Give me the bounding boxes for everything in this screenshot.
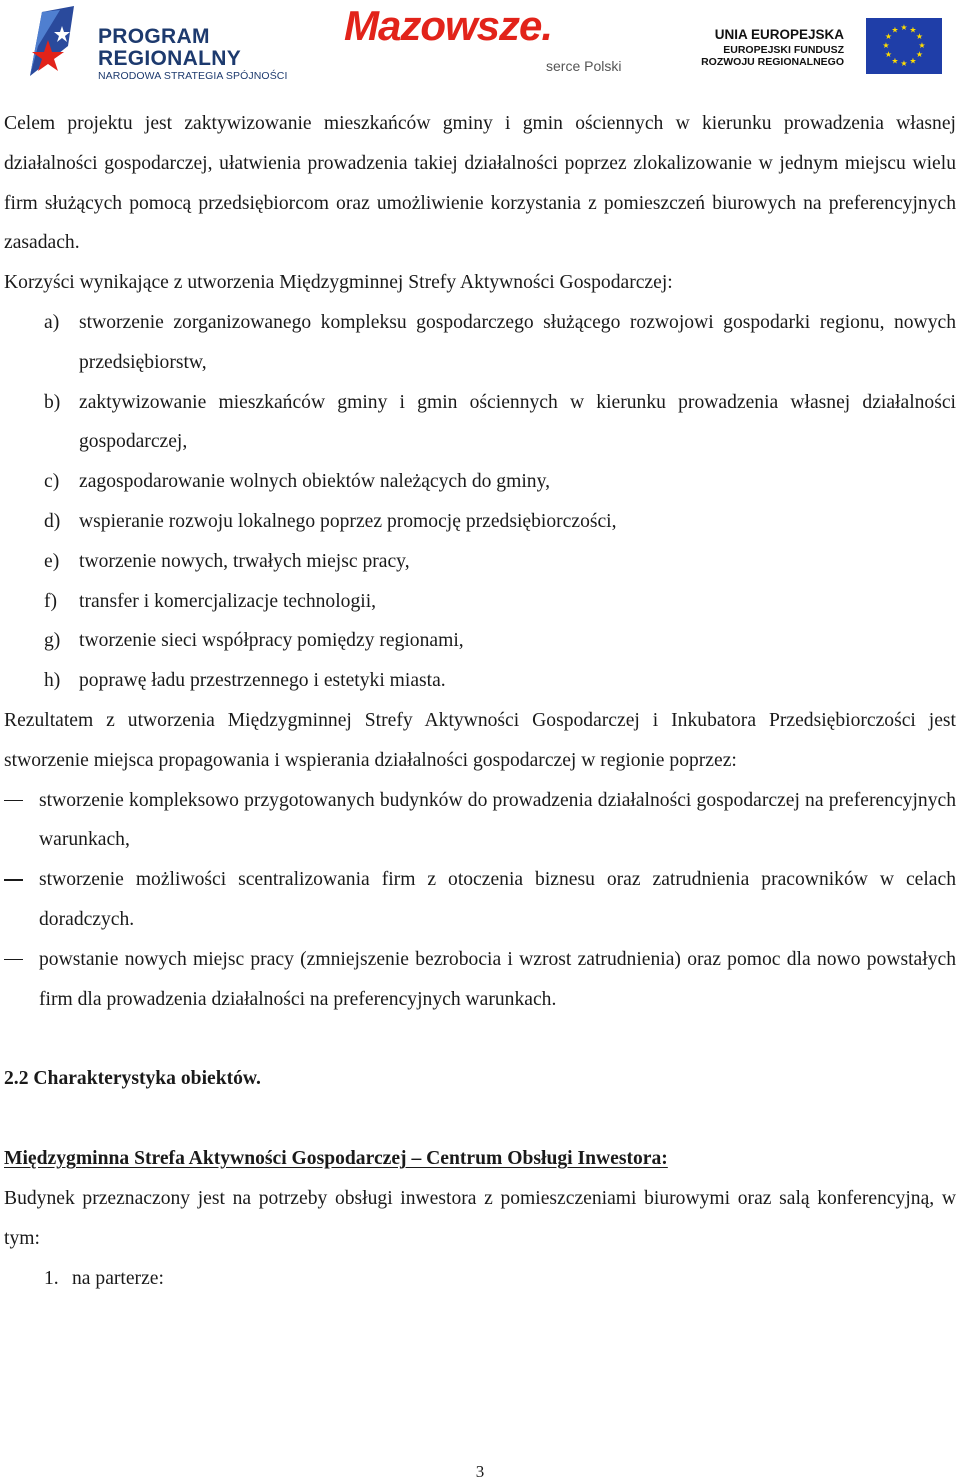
page-number: 3 <box>475 1462 485 1481</box>
list-marker: a) <box>44 311 60 333</box>
list-marker: f) <box>44 590 58 612</box>
list-item-text: wspieranie rozwoju lokalnego poprzez promocję przedsiębiorczości, <box>79 510 617 532</box>
spacer <box>4 1019 956 1059</box>
list-item-text: zagospodarowanie wolnych obiektów należących do gminy, <box>79 471 551 493</box>
svg-text:★: ★ <box>915 32 924 41</box>
list-marker: h) <box>44 670 61 692</box>
list-marker: c) <box>44 471 60 493</box>
program-regionalny-logo <box>28 6 318 82</box>
eu-logo <box>690 18 942 80</box>
list-item <box>4 462 956 502</box>
list-item <box>4 781 956 861</box>
subsection-heading: Międzygminna Strefa Aktywności Gospodarczej – Centrum Obsługi Inwestora: <box>4 1148 668 1170</box>
list-item <box>4 383 956 463</box>
section-heading: 2.2 Charakterystyka obiektów. <box>4 1068 261 1090</box>
list-marker: e) <box>44 550 60 572</box>
list-item <box>4 860 956 940</box>
list-item-text: stworzenie zorganizowanego kompleksu gospodarczego służącego rozwojowi gospodarki regionu, nowych przedsiębiorstw, <box>79 311 956 373</box>
list-item-text: transfer i komercjalizacje technologii, <box>79 590 377 612</box>
list-item-text: na parterze: <box>72 1267 164 1289</box>
list-marker: d) <box>44 510 61 532</box>
eu-logo-line2: EUROPEJSKI FUNDUSZ <box>723 44 844 56</box>
list-item <box>4 1259 956 1299</box>
eu-logo-line1: UNIA EUROPEJSKA <box>714 27 844 42</box>
list-marker: 1. <box>44 1267 59 1289</box>
list-item <box>4 542 956 582</box>
svg-text:★: ★ <box>891 25 899 35</box>
program-logo-subtitle: NARODOWA STRATEGIA SPÓJNOŚCI <box>98 70 288 82</box>
mazowsze-tagline: serce Polski <box>546 58 622 74</box>
list-item-text: tworzenie sieci współpracy pomiędzy regionami, <box>79 630 464 652</box>
list-item-text: zaktywizowanie mieszkańców gminy i gmin ościennych w kierunku prowadzenia własnej działalności gospodarczej, <box>79 391 956 453</box>
list-item-text: stworzenie możliwości scentralizowania firm z otoczenia biznesu oraz zatrudnienia pracowników w celach doradczych. <box>39 869 956 930</box>
svg-text:★: ★ <box>909 25 917 35</box>
list-item-text: stworzenie kompleksowo przygotowanych budynków do prowadzenia działalności gospodarczej na preferencyjnych warunkach, <box>39 789 956 851</box>
program-logo-line1: PROGRAM <box>98 25 210 48</box>
result-paragraph: Rezultatem z utworzenia Międzygminnej Strefy Aktywności Gospodarczej i Inkubatora Przedsiębiorczości jest stworzenie miejsca propagowania i wspierania działalności gospodarczej w regionie poprzez: <box>4 709 956 771</box>
results-list <box>4 781 956 1020</box>
svg-text:★: ★ <box>900 59 908 68</box>
svg-text:★: ★ <box>884 32 893 41</box>
list-item <box>4 582 956 622</box>
program-logo-line2: REGIONALNY <box>98 47 242 70</box>
list-item-text: powstanie nowych miejsc pracy (zmniejszenie bezrobocia i wzrost zatrudnienia) oraz pomoc dla nowo powstałych firm dla prowadzenia działalności na preferencyjnych warunkach. <box>39 948 956 1010</box>
list-item-text: poprawę ładu przestrzennego i estetyki miasta. <box>79 670 446 692</box>
benefits-list <box>4 303 956 701</box>
svg-text:★: ★ <box>918 41 926 50</box>
program-star-emblem-icon <box>28 6 90 82</box>
document-body <box>4 104 956 1298</box>
list-item <box>4 502 956 542</box>
svg-text:★: ★ <box>900 23 908 32</box>
svg-text:★: ★ <box>882 41 890 50</box>
dash-marker <box>4 879 23 881</box>
list-marker: b) <box>44 391 61 413</box>
list-item <box>4 621 956 661</box>
dash-marker <box>4 959 23 961</box>
svg-text:★: ★ <box>915 50 924 59</box>
list-marker: g) <box>44 630 61 652</box>
numbered-list <box>4 1259 956 1299</box>
building-description: Budynek przeznaczony jest na potrzeby obsługi inwestora z pomieszczeniami biurowymi oraz salą konferencyjną, w tym: <box>4 1187 956 1249</box>
svg-text:★: ★ <box>909 56 917 66</box>
benefits-intro: Korzyści wynikające z utworzenia Międzygminnej Strefy Aktywności Gospodarczej: <box>4 272 673 294</box>
list-item <box>4 661 956 701</box>
eu-flag-icon <box>866 18 942 74</box>
list-item <box>4 940 956 1020</box>
spacer <box>4 1099 956 1139</box>
subsection-heading-line <box>4 1139 956 1179</box>
svg-text:★: ★ <box>891 56 899 66</box>
intro-paragraph: Celem projektu jest zaktywizowanie mieszkańców gminy i gmin ościennych w kierunku prowadzenia własnej działalności gospodarczej, ułatwienia prowadzenia takiej działalności poprzez zlokalizowanie w jednym miejscu wielu firm służących pomocą przedsiębiorcom oraz umożliwienie korzystania z pomieszczeń biurowych na preferencyjnych zasadach. <box>4 113 956 254</box>
list-item-text: tworzenie nowych, trwałych miejsc pracy, <box>79 550 410 572</box>
list-item <box>4 303 956 383</box>
mazowsze-wordmark: Mazowsze. <box>344 2 553 49</box>
mazowsze-logo <box>344 2 644 80</box>
header-logos <box>0 0 960 86</box>
eu-logo-line3: ROZWOJU REGIONALNEGO <box>701 56 844 68</box>
svg-text:★: ★ <box>884 50 893 59</box>
dash-marker <box>4 800 23 802</box>
